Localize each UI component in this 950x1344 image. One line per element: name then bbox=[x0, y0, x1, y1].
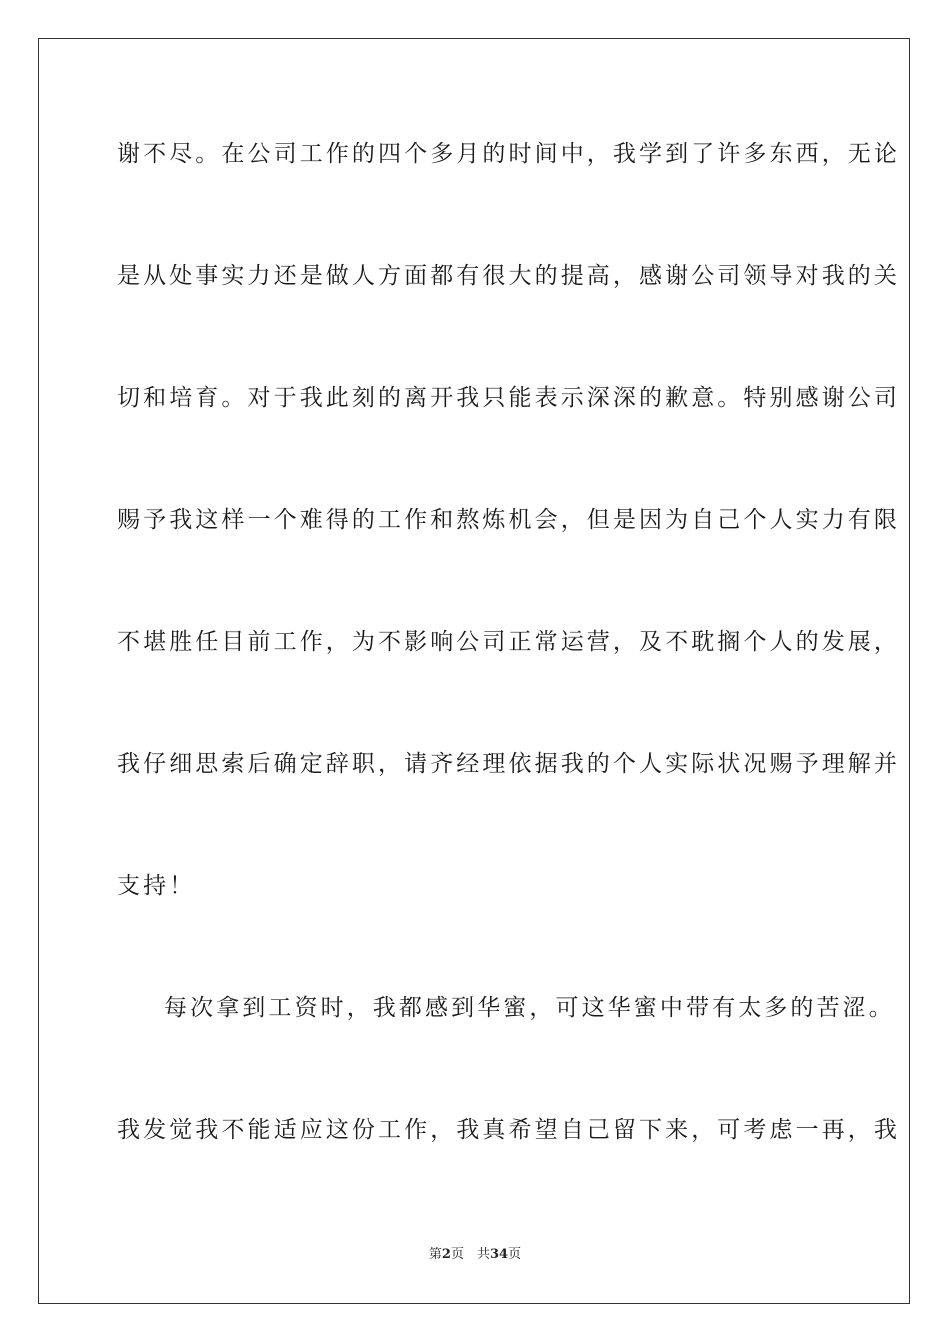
body-line-2: 是从处事实力还是做人方面都有很大的提高，感谢公司领导对我的关 bbox=[117, 263, 900, 289]
body-line-4: 赐予我这样一个难得的工作和熬炼机会，但是因为自己个人实力有限 bbox=[117, 507, 900, 533]
body-line-9: 我发觉我不能适应这份工作，我真希望自己留下来，可考虑一再，我 bbox=[117, 1117, 900, 1143]
total-pages-number: 34 bbox=[489, 1247, 509, 1262]
footer-prefix: 第 bbox=[428, 1247, 442, 1262]
footer-suffix: 页 bbox=[508, 1247, 522, 1262]
body-line-8-paragraph-start: 每次拿到工资时，我都感到华蜜，可这华蜜中带有太多的苦涩。 bbox=[164, 995, 895, 1021]
body-line-3: 切和培育。对于我此刻的离开我只能表示深深的歉意。特别感谢公司 bbox=[117, 385, 900, 411]
body-line-6: 我仔细思索后确定辞职，请齐经理依据我的个人实际状况赐予理解并 bbox=[117, 751, 900, 777]
body-line-7: 支持！ bbox=[117, 873, 196, 899]
page-footer bbox=[0, 1246, 950, 1264]
body-line-5: 不堪胜任目前工作，为不影响公司正常运营，及不耽搁个人的发展， bbox=[117, 629, 900, 655]
footer-mid: 页 共 bbox=[450, 1247, 490, 1262]
body-line-1: 谢不尽。在公司工作的四个多月的时间中，我学到了许多东西，无论 bbox=[117, 141, 900, 167]
current-page-number: 2 bbox=[441, 1247, 451, 1262]
